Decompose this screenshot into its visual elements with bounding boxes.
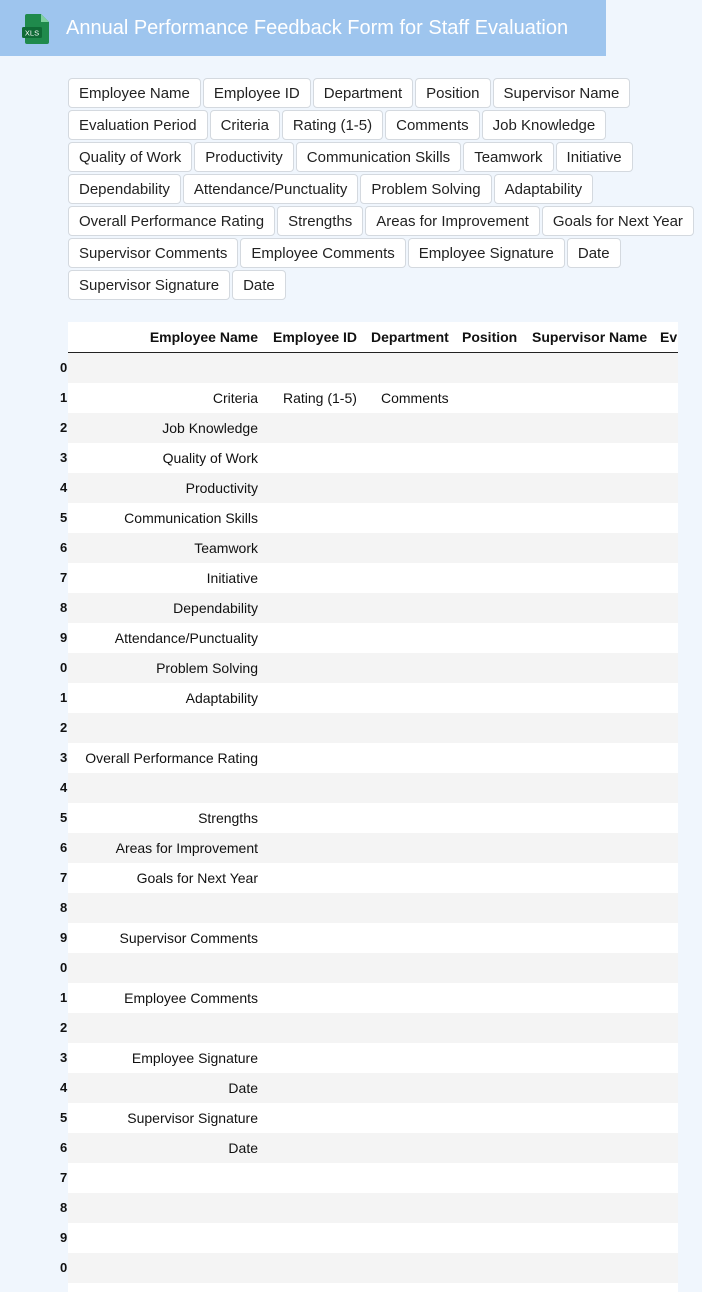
table-cell[interactable]: Comments	[381, 390, 449, 406]
field-tag[interactable]: Quality of Work	[68, 142, 192, 172]
field-tag[interactable]: Employee ID	[203, 78, 311, 108]
row-index: 4	[60, 480, 68, 495]
table-cell[interactable]: Problem Solving	[156, 660, 258, 676]
row-index: 3	[60, 1050, 68, 1065]
table-cell[interactable]: Supervisor Signature	[127, 1110, 258, 1126]
row-index: 5	[60, 1110, 68, 1125]
row-index: 4	[60, 780, 68, 795]
row-index: 9	[60, 1230, 68, 1245]
table-row[interactable]	[60, 1103, 678, 1133]
table-cell[interactable]: Supervisor Comments	[119, 930, 258, 946]
xls-file-icon	[24, 13, 50, 45]
row-index: 1	[60, 990, 68, 1005]
row-index: 7	[60, 570, 68, 585]
table-header	[68, 322, 678, 353]
app-header	[0, 0, 606, 56]
table-row[interactable]	[60, 503, 678, 533]
table-cell[interactable]: Employee Signature	[131, 1050, 258, 1066]
field-tag[interactable]: Dependability	[68, 174, 181, 204]
row-index: 0	[60, 660, 68, 675]
table-row[interactable]	[60, 1013, 678, 1043]
row-index: 8	[60, 600, 68, 615]
table-row[interactable]	[60, 413, 678, 443]
row-index: 8	[60, 900, 68, 915]
table-row[interactable]	[60, 653, 678, 683]
table-row[interactable]	[60, 1223, 678, 1253]
table-row[interactable]	[60, 383, 678, 413]
table-row[interactable]	[60, 443, 678, 473]
row-index: 4	[60, 1080, 68, 1095]
table-cell[interactable]: Goals for Next Year	[136, 870, 258, 886]
table-row[interactable]	[60, 863, 678, 893]
row-index: 2	[60, 420, 68, 435]
row-index: 2	[60, 720, 68, 735]
table-row[interactable]	[60, 623, 678, 653]
table-row[interactable]	[60, 1133, 678, 1163]
table-row[interactable]	[60, 743, 678, 773]
field-tag-list	[68, 78, 698, 300]
table-cell[interactable]: Date	[228, 1080, 258, 1096]
table-row[interactable]	[60, 1163, 678, 1193]
table-row[interactable]	[60, 473, 678, 503]
column-header[interactable]: Department	[371, 329, 449, 345]
row-index: 5	[60, 810, 68, 825]
row-index: 3	[60, 450, 68, 465]
table-cell[interactable]: Dependability	[173, 600, 258, 616]
table-row[interactable]	[60, 1253, 678, 1283]
row-index: 6	[60, 540, 68, 555]
column-header[interactable]: Ev	[660, 329, 678, 345]
data-table[interactable]	[60, 322, 678, 1292]
field-tag[interactable]: Strengths	[277, 206, 363, 236]
field-tag[interactable]: Employee Name	[68, 78, 201, 108]
field-tag[interactable]: Date	[232, 270, 286, 300]
table-row[interactable]	[60, 983, 678, 1013]
table-row[interactable]	[60, 773, 678, 803]
table-cell[interactable]: Date	[228, 1140, 258, 1156]
table-row[interactable]	[60, 893, 678, 923]
row-index: 5	[60, 510, 68, 525]
table-row[interactable]	[60, 563, 678, 593]
column-header[interactable]: Position	[462, 329, 518, 345]
row-index: 1	[60, 390, 68, 405]
table-cell[interactable]: Areas for Improvement	[115, 840, 258, 856]
field-tag[interactable]: Supervisor Signature	[68, 270, 230, 300]
row-index: 9	[60, 630, 68, 645]
row-index: 8	[60, 1200, 68, 1215]
field-tag[interactable]: Criteria	[210, 110, 280, 140]
table-row[interactable]	[60, 353, 678, 383]
table-cell[interactable]: Criteria	[212, 390, 258, 406]
row-index: 2	[60, 1020, 68, 1035]
row-index: 9	[60, 930, 68, 945]
table-cell[interactable]: Rating (1-5)	[283, 390, 357, 406]
field-tag[interactable]: Comments	[385, 110, 480, 140]
xls-label: XLS	[24, 28, 40, 38]
table-row[interactable]	[60, 683, 678, 713]
table-row[interactable]	[60, 1073, 678, 1103]
field-tag[interactable]: Problem Solving	[360, 174, 491, 204]
row-index: 0	[60, 1260, 68, 1275]
field-tag[interactable]: Employee Comments	[240, 238, 405, 268]
row-index: 6	[60, 840, 68, 855]
table-cell[interactable]: Adaptability	[185, 690, 258, 706]
field-tag[interactable]: Teamwork	[463, 142, 553, 172]
field-tag[interactable]: Productivity	[194, 142, 294, 172]
row-index: 1	[60, 690, 68, 705]
column-header[interactable]: Employee ID	[273, 329, 358, 345]
field-tag[interactable]: Overall Performance Rating	[68, 206, 275, 236]
row-index: 0	[60, 960, 68, 975]
table-cell[interactable]: Communication Skills	[124, 510, 258, 526]
table-row[interactable]	[60, 713, 678, 743]
table-cell[interactable]: Overall Performance Rating	[85, 750, 258, 766]
table-row[interactable]	[60, 833, 678, 863]
table-row[interactable]	[60, 533, 678, 563]
table-row[interactable]	[60, 593, 678, 623]
table-cell[interactable]: Quality of Work	[162, 450, 258, 466]
field-tag[interactable]: Attendance/Punctuality	[183, 174, 358, 204]
table-cell[interactable]: Employee Comments	[124, 990, 258, 1006]
field-tag[interactable]: Job Knowledge	[482, 110, 607, 140]
row-index: 0	[60, 360, 68, 375]
field-tag[interactable]: Employee Signature	[408, 238, 565, 268]
column-header[interactable]: Supervisor Name	[532, 329, 648, 345]
field-tag[interactable]: Communication Skills	[296, 142, 461, 172]
field-tag[interactable]: Department	[313, 78, 413, 108]
field-tag[interactable]: Date	[567, 238, 621, 268]
column-header[interactable]: Employee Name	[149, 329, 258, 345]
table-cell[interactable]: Job Knowledge	[162, 420, 258, 436]
table-cell[interactable]: Teamwork	[194, 540, 258, 556]
table-row[interactable]	[60, 1193, 678, 1223]
table-row[interactable]	[60, 923, 678, 953]
table-cell[interactable]: Productivity	[185, 480, 258, 496]
field-tag[interactable]: Goals for Next Year	[542, 206, 694, 236]
table-row[interactable]	[60, 1043, 678, 1073]
row-index: 7	[60, 870, 68, 885]
field-tag[interactable]: Position	[415, 78, 490, 108]
table-cell[interactable]: Initiative	[206, 570, 258, 586]
table-cell[interactable]: Strengths	[198, 810, 258, 826]
field-tag[interactable]: Supervisor Name	[493, 78, 631, 108]
table-row[interactable]	[60, 953, 678, 983]
field-tag[interactable]: Adaptability	[494, 174, 594, 204]
page-title: Annual Performance Feedback Form for Staff Evaluation	[66, 17, 569, 39]
field-tag[interactable]: Areas for Improvement	[365, 206, 540, 236]
row-index: 3	[60, 750, 68, 765]
field-tag[interactable]: Rating (1-5)	[282, 110, 383, 140]
field-tag[interactable]: Evaluation Period	[68, 110, 208, 140]
field-tag[interactable]: Supervisor Comments	[68, 238, 238, 268]
table-cell[interactable]: Attendance/Punctuality	[114, 630, 258, 646]
row-index: 6	[60, 1140, 68, 1155]
field-tag[interactable]: Initiative	[556, 142, 633, 172]
table-row[interactable]	[60, 803, 678, 833]
row-index: 7	[60, 1170, 68, 1185]
